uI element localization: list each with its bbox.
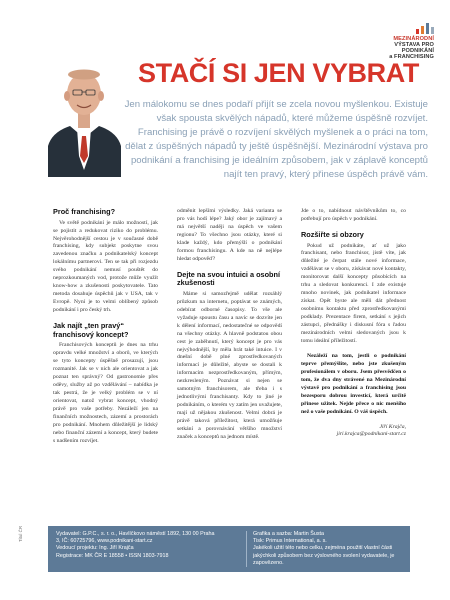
paragraph: Máme si samozřejmě udělat rozsáhlý průzkum na internetu, poptávat se známých, odebírat odborné časopisy. To vše ale vyžaduje spoustu času a navíc se dozvíte jen k dělení informací, nedostatečné se odpovědí na všechny otázky. A hlavně podstatou obou cest je zaběhnutí, který koncept je pro vás nejvýhodnější, by měla hrát také intuice. I v dnešní době plné zprostředkovaných informací je důležité, abyste se dostali k informacím nezprostředkovaným, přímým, nezkresleným. Poznávat si nejen se samotným franchisorem, ale třeba i s jednotlivými franchisanty. Kdy to jiné je podnikáním, o kterém vy zatím jen uvažujete, mají už nějakou zkušenost. Velmi dobrá je právě taková příležitost, která umožňuje setkání a porovnávání většího množství značek a konceptů na jednom místě.	[177, 290, 282, 441]
imprint-right	[253, 531, 405, 567]
imprint-left	[56, 531, 216, 560]
logo-line-2: VÝSTAVA PRO PODNIKÁNÍ	[394, 41, 434, 54]
registration-line: Registrace: MK ČR E 18558 • ISSN 1803-7918	[56, 552, 169, 559]
closing-paragraph: Nezáleží na tom, jestli o podnikání teprve přemýšlíte, nebo jste zkušeným profesionálem v oboru. Jsem přesvědčen o tom, že dva dny strávené na Mezinárodní výstavě pro podnikání a franchising jsou bezesporu dobrou investicí, která určitě přinese užitek. Nejde přece o nic menšího než o vaše podnikání. O váš úspěch.	[301, 352, 406, 415]
footer-divider	[246, 531, 247, 567]
page-title: STAČÍ SI JEN VYBRAT	[138, 58, 419, 88]
logo-line-1: MEZINÁRODNÍ	[393, 36, 434, 42]
print-line: Tisk: Primus International, a. s.	[253, 538, 327, 545]
paragraph: Pokud už podnikáte, ať už jako franchisant, nebo franchisor, jistě víte, jak důležité je čerpat stále nové informace, vzdělávat se v oboru, získávat nové kontakty, monitorovat další koncepty působících na trhu a sledovat konkurenci. I zde existuje mnoho novinek, jak podnikatel informace získat. Opět byste ale měli dát přednost osobnímu kontaktu před zprostředkovanými podklady. Prezentace firem, setkání s jejich zástupci, přednášky i diskusní fóra s řadou mezinárodních velmi sledovaných jsou k tomu ideální příležitostí.	[301, 242, 406, 344]
signature-email: jiri.krajca@podnikani-start.cz	[336, 431, 406, 438]
copyright-notice: Jakékoli užití této nebo celku, zejména použití vlastní části jakýchkoli způsobem bez výslovného svolení vydavatele, je zapovězeno.	[253, 545, 395, 566]
imprint-footer	[48, 526, 410, 572]
section-heading: Jak najít „ten pravý“ franchisový koncept?	[53, 321, 129, 339]
exhibition-logo	[362, 22, 434, 60]
paragraph: Ve světě podnikání je málo možností, jak se pojistit a redukovat riziko do problému. Nejvěrohodnější cestou je v současné době franchising, kdy subjekt poskytne svou zavedenou značku a podnikatelský koncept lokálnímu partnerovi. Ten se tak při rozjezdu svého podnikání nemusí pouštět do neprozkoumaných vod, protože může využít know-how a zkušenosti poskytovatele. Tato metoda dosahuje úspěchů jak v USA, tak v Evropě. Nyní je to velmi oblíbený způsob podnikání i pro český trh.	[53, 219, 158, 314]
logo-bars-icon	[362, 22, 434, 34]
section-heading: Rozšiřte si obzory	[301, 229, 364, 239]
project-lead-line: Vedoucí projektu: Ing. Jiří Krajča	[56, 545, 134, 552]
publisher-line: Vydavatel: G.P.C., s. r. o., Havlíčkovo náměstí 1892, 130 00 Praha 3, IČ: 60725796, www.podnikani-start.cz	[56, 531, 215, 545]
logo-line-3: a FRANCHISING	[389, 53, 434, 60]
article-column-1	[53, 208, 158, 453]
intro-paragraph: Jen málokomu se dnes podaří přijít se zcela novou myšlenkou. Existuje však spousta skvělých nápadů, které můžeme úspěšně rozvíjet. Franchising je právě o rozvíjení skvělých myšlenek a o práci na tom, dělat z úspěšných nápadů ty ještě úspěšnější. Mezinárodní výstava pro podnikání a franchising je ideálním způsobem, jak v záplavě konceptů najít ten pravý, který přinese úspěch právě vám.	[124, 99, 428, 180]
paragraph: Franchisových konceptů je dnes na trhu opravdu velké množství a oborů, ve kterých se tyto koncepty úspěšně prosazují, jsou rozmanité. Jak se v nich ale orientovat a jak poznat ten správný? Od gastronomie přes oděvy, služby až po vzdělávání – nabídka je tak pestrá, že je velký problém se v ní orientovat, natož vybrat koncept, vhodný právě pro vaše potřeby. Nezáleží jen na finančních možnostech, zázemí a prostorách pro podnikání. Mnohem důležitější je lidský nebo finanční zázemí a koncept, který budete s nadšením rozvíjet.	[53, 342, 158, 444]
article-column-3	[301, 208, 406, 439]
section-heading: Proč franchising?	[53, 207, 116, 216]
section-heading: Dejte na svou intuici a osobní zkušenosti	[177, 269, 280, 288]
side-code: Titul ČR	[18, 525, 23, 542]
author-photo	[48, 60, 121, 177]
article-column-2	[177, 208, 282, 449]
paragraph: Jde o to, nabídnout návštěvníkům to, co potřebují pro úspěch v podnikání.	[301, 208, 406, 222]
graphics-line: Grafika a sazba: Martin Šusta	[253, 531, 325, 537]
signature-name: Jiří Krajča,	[379, 423, 406, 430]
paragraph: odměnit lepšími výsledky. Jaká varianta se pro vás hodí lépe? Jaký obor je zajímavý a má největší naději na úspěch ve vašem regionu? To všechno jsou otázky, které si klade každý, kdo přemýšlí o podnikání formou franchisingu. A kde na ně nejlépe hledat odpověď?	[177, 208, 282, 262]
